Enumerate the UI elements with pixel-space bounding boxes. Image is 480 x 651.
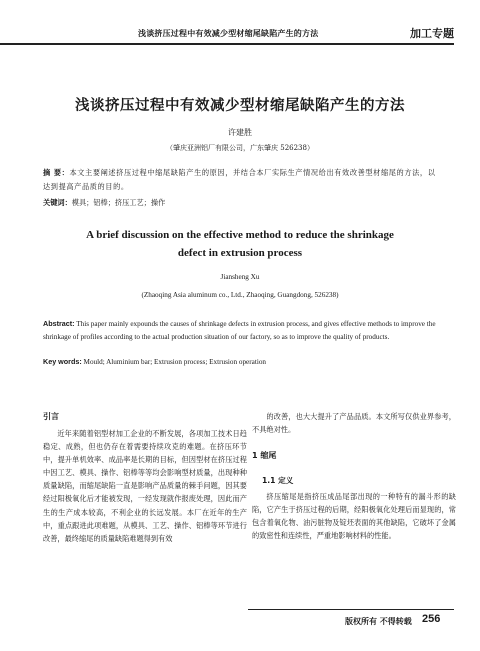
chinese-abstract: [43, 166, 443, 194]
intro-paragraph-continued: 的改善，也大大提升了产品品质。本文所写仅供业界参考，不具绝对性。: [252, 412, 456, 435]
copyright-notice: 版权所有 不得转载: [345, 616, 412, 626]
english-abstract-label: Abstract:: [43, 319, 75, 328]
english-author: Jiansheng Xu: [220, 273, 260, 281]
running-title: 浅谈挤压过程中有效减少型材缩尾缺陷产生的方法: [138, 28, 319, 38]
english-abstract: [43, 318, 443, 343]
english-abstract-text: This paper mainly expounds the causes of shrinkage defects in extrusion process, and gives effective methods to improve the shrinkage of profiles according to the actual production situation of our factory, so as to improve the quality of products.: [43, 320, 436, 341]
chinese-abstract-text: 本文主要阐述挤压过程中缩尾缺陷产生的原因，并结合本厂实际生产情况给出有效改善型材缩尾的方法，以达到提高产品质的目的。: [43, 168, 436, 191]
page-number: 256: [422, 613, 441, 625]
chinese-abstract-label: 摘 要：: [43, 168, 70, 177]
english-title-line1: A brief discussion on the effective method to reduce the shrinkage: [86, 229, 394, 241]
english-keywords-text: Mould; Aluminium bar; Extrusion process; Extrusion operation: [83, 358, 267, 366]
chinese-affiliation: （肇庆亚洲铝厂有限公司，广东肇庆 526238）: [166, 144, 314, 152]
intro-paragraph: 近年来随着铝型材加工企业的不断发展，各项加工技术日趋稳定、成熟，但也仍存在着需要持续攻克的难题。在挤压环节中，提升单机效率、成品率是长期的目标，但因型材在挤压过程中因工艺、模具、操作、铝棒等等均会影响型材质量，出现种种质量缺陷，而缩尾缺陷一直是影响产品质量的棘手问题，因其要经过阳极氧化后才能被发现，一经发现就作报废处理，因此而产生的生产成本较高，不利企业的长远发展。本厂在近年的生产中，重点跟进此项难题，从模具、工艺、操作、铝棒等环节进行改善，最终缩尾的质量缺陷难题得到有效: [43, 429, 247, 543]
english-keywords-label: Key words:: [43, 357, 82, 366]
chinese-keywords: [43, 197, 443, 209]
chinese-author: 许建胜: [228, 128, 252, 137]
body-column-right: [252, 410, 456, 543]
page-footer: [0, 609, 480, 631]
english-affiliation: (Zhaoqing Asia aluminum co., Ltd., Zhaoqing, Guangdong, 526238): [141, 291, 339, 299]
header-rule: [0, 43, 454, 45]
section-label: 加工专题: [410, 27, 454, 40]
chinese-keywords-label: 关键词：: [43, 198, 72, 207]
english-title: [0, 226, 480, 262]
section-heading-1: 1 缩尾: [252, 451, 277, 461]
body-column-left: [43, 410, 247, 545]
english-keywords: [43, 357, 443, 366]
chinese-title: 浅谈挤压过程中有效减少型材缩尾缺陷产生的方法: [75, 97, 405, 114]
intro-heading: 引言: [43, 412, 59, 421]
definition-paragraph: 挤压缩尾是指挤压成品尾部出现的一种特有的漏斗形的缺陷，它产生于挤压过程的后期，经阳极氧化处理后而显现的，常包含着氧化物、油污脏物及锭坯表面的其他缺陷，它破坏了金属的致密性和连续性，严重地影响材料的性能。: [252, 492, 456, 541]
footer-rule: [248, 609, 454, 610]
subsection-heading-1-1: 1.1 定义: [262, 476, 294, 486]
running-header: [0, 22, 480, 44]
chinese-keywords-text: 模具；铝棒；挤压工艺；操作: [71, 198, 166, 207]
english-title-line2: defect in extrusion process: [177, 247, 303, 259]
